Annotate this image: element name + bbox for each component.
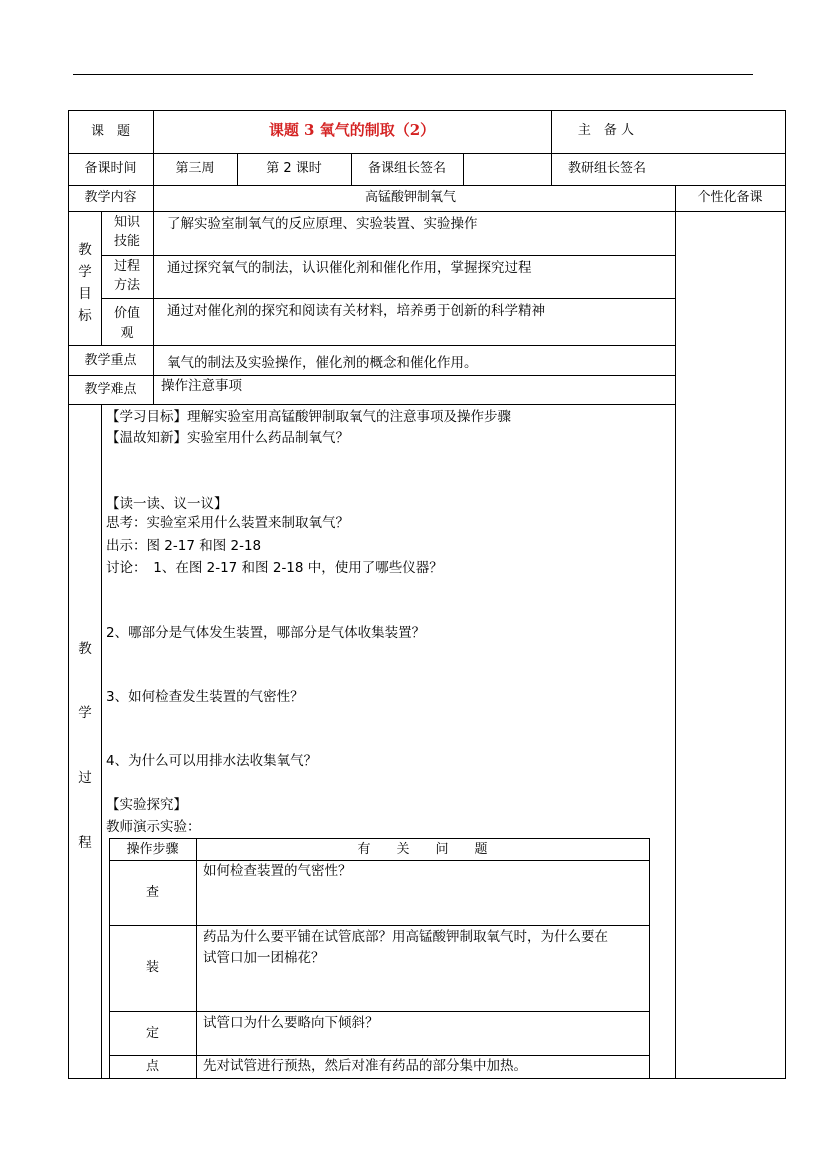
experiment-header-questions: 有 关 问 题 [357,842,488,857]
key-points-label: 教学重点 [84,353,137,368]
group-leader-label: 备课组长签名 [367,161,446,176]
objective-label-process: 方法 [113,278,140,293]
preparer-label: 主 备 人 [577,123,635,138]
objective-text-process: 通过探究氧气的制法，认识催化剂和催化作用，掌握探究过程 [167,260,532,276]
objective-label-values: 价值 [113,306,140,321]
objectives-char: 学 [78,264,92,280]
difficulties-label: 教学难点 [84,382,137,397]
research-leader-label: 教研组长签名 [568,161,647,176]
process-line: 【读一读、议一议】 [106,496,228,512]
header-rule [73,74,753,75]
experiment-step: 定 [145,1026,159,1041]
experiment-header-step: 操作步骤 [126,842,179,857]
process-line: 讨论： 1、在图 2-17 和图 2-18 中，使用了哪些仪器？ [106,560,443,576]
objective-label-knowledge: 技能 [113,234,140,249]
process-char: 学 [78,705,92,721]
objective-text-knowledge: 了解实验室制氧气的反应原理、实验装置、实验操作 [167,216,478,232]
objectives-char: 教 [78,242,92,258]
process-line: 4、为什么可以用排水法收集氧气？ [106,753,318,769]
experiment-question: 试管口加一团棉花？ [203,950,325,966]
objectives-char: 标 [78,308,92,324]
page-title: 课题 3 氧气的制取（2） [268,121,436,139]
process-line: 出示：图 2-17 和图 2-18 [106,538,262,554]
objective-label-process: 过程 [113,259,140,274]
experiment-question: 药品为什么要平铺在试管底部？用高锰酸钾制取氧气时，为什么要在 [203,929,608,945]
content-value: 高锰酸钾制氧气 [365,190,457,205]
week-value: 第三周 [175,161,215,176]
experiment-step: 装 [145,960,159,975]
course-label: 课 题 [90,124,130,139]
difficulties-text: 操作注意事项 [161,378,242,394]
period-value: 第 2 课时 [266,161,322,176]
personal-prep-label: 个性化备课 [697,190,763,205]
process-line: 2、哪部分是气体发生装置，哪部分是气体收集装置？ [106,625,426,641]
key-points-text: 氧气的制法及实验操作，催化剂的概念和催化作用。 [167,355,478,371]
experiment-question: 试管口为什么要略向下倾斜？ [203,1015,379,1031]
process-line: 3、如何检查发生装置的气密性？ [106,689,304,705]
prep-time-label: 备课时间 [84,161,137,176]
experiment-step: 点 [145,1059,159,1074]
process-char: 过 [78,770,92,786]
objectives-char: 目 [78,286,92,302]
objective-text-values: 通过对催化剂的探究和阅读有关材料，培养勇于创新的科学精神 [167,303,545,319]
experiment-question: 如何检查装置的气密性？ [203,863,352,879]
objective-label-values: 观 [120,326,134,341]
process-line: 思考：实验室采用什么装置来制取氧气？ [106,515,349,531]
objective-label-knowledge: 知识 [113,215,140,230]
process-line: 教师演示实验： [106,819,201,835]
content-label: 教学内容 [84,190,137,205]
experiment-question: 先对试管进行预热，然后对准有药品的部分集中加热。 [203,1058,527,1074]
process-char: 程 [78,835,92,851]
process-line: 【实验探究】 [106,797,187,813]
process-char: 教 [78,641,92,657]
process-line: 【温故知新】实验室用什么药品制氧气？ [106,430,349,446]
experiment-step: 查 [145,885,159,900]
process-line: 【学习目标】理解实验室用高锰酸钾制取氧气的注意事项及操作步骤 [106,409,511,425]
